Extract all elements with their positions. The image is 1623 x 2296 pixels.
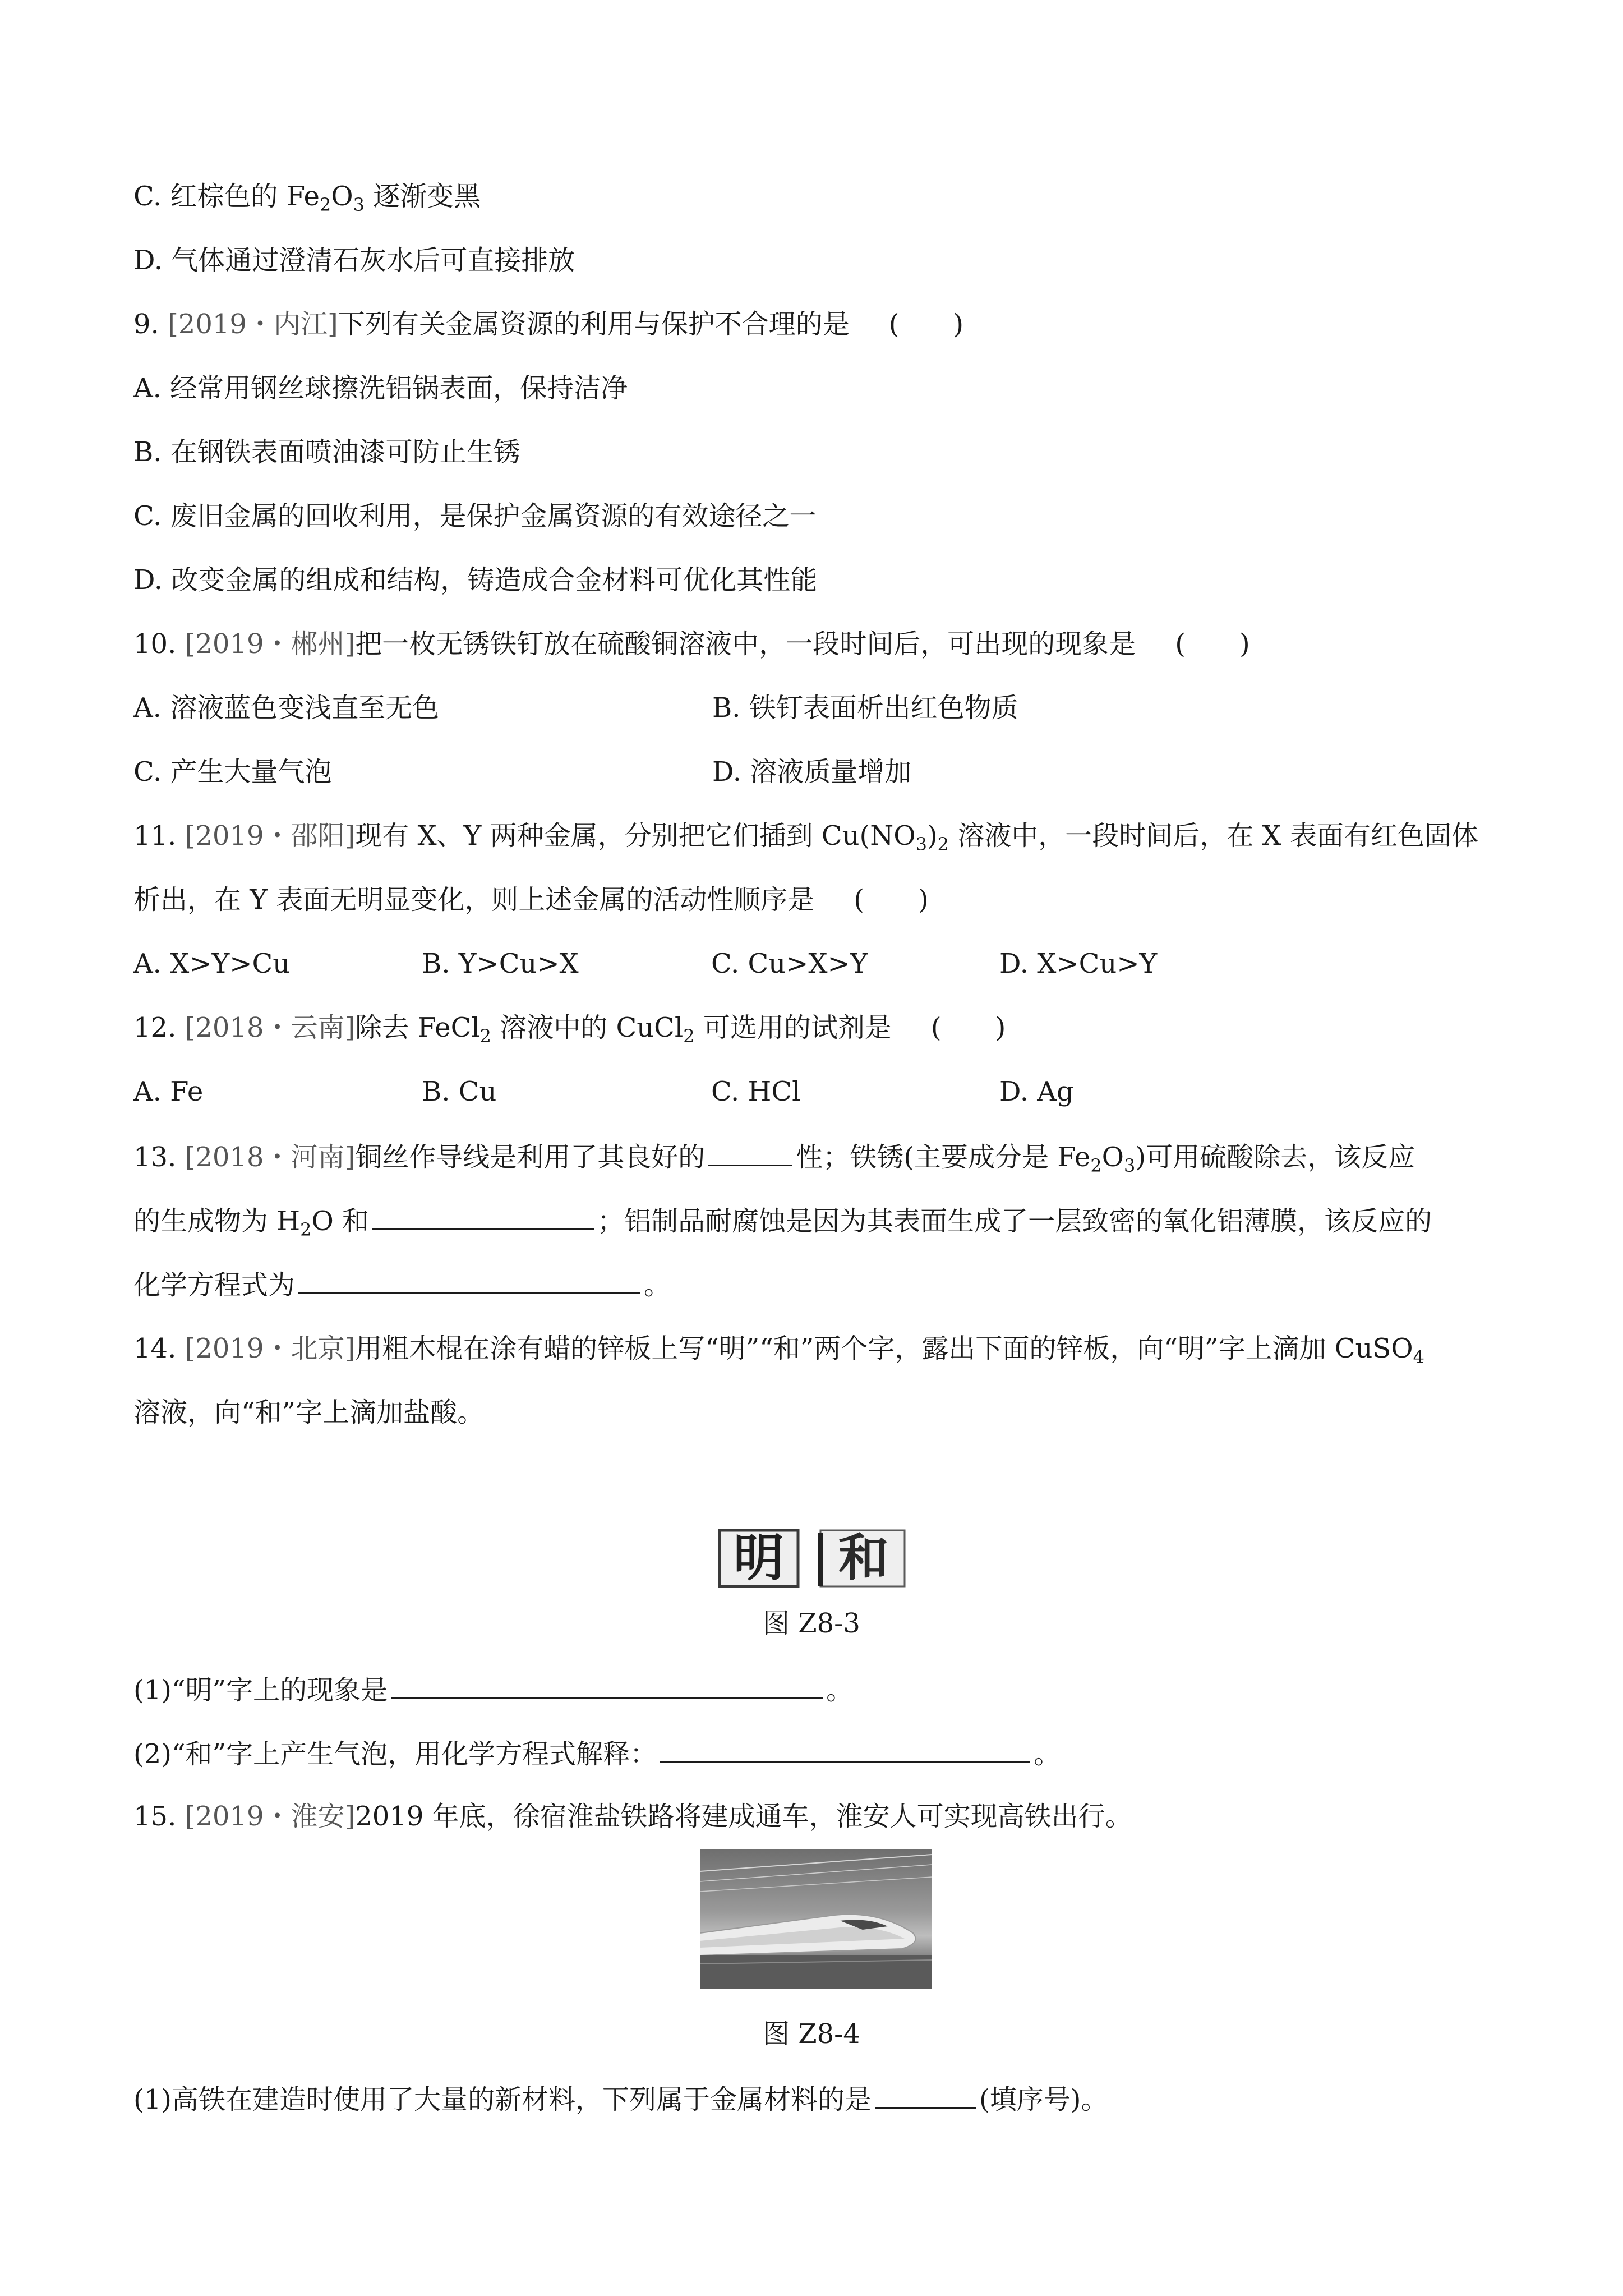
q13-blank-1[interactable] <box>708 1138 792 1166</box>
q12-answer-paren: ( ) <box>930 1012 1006 1043</box>
q12-option-c: C. HCl <box>711 1076 801 1107</box>
q12-option-d: D. Ag <box>999 1076 1074 1107</box>
q9-stem: 9. [2019・内江]下列有关金属资源的利用与保护不合理的是 ( ) <box>133 306 963 342</box>
q15-part1: (1)高铁在建造时使用了大量的新材料，下列属于金属材料的是 (填序号)。 <box>133 2080 1108 2116</box>
q12-option-b: B. Cu <box>422 1076 497 1107</box>
q13-blank-2[interactable] <box>372 1202 594 1230</box>
q14-part2: (2)“和”字上产生气泡，用化学方程式解释： 。 <box>133 1734 1061 1770</box>
q9-option-a: A. 经常用钢丝球擦洗铝锅表面，保持洁净 <box>133 372 628 404</box>
q13-blank-3[interactable] <box>298 1266 640 1294</box>
q15-source: [2019・淮安] <box>185 1801 356 1832</box>
q8-option-c: C. 红棕色的 $Fe_2O_3$ 逐渐变黑 <box>133 181 481 215</box>
q9-option-d: D. 改变金属的组成和结构，铸造成合金材料可优化其性能 <box>133 564 818 596</box>
q11-stem: 11. [2019・邵阳]现有 X、Y 两种金属，分别把它们插到 $Cu(NO_3)_2$ 溶液中，一段时间后，在 X 表面有红色固体 <box>133 820 1478 855</box>
q9-option-b: B. 在钢铁表面喷油漆可防止生锈 <box>133 436 520 468</box>
q15-stem: 15. [2019・淮安]2019 年底，徐宿淮盐铁路将建成通车，淮安人可实现高铁出行。 <box>133 1801 1132 1832</box>
he-character: 和 <box>838 1528 889 1588</box>
q10-option-a: A. 溶液蓝色变浅直至无色 <box>133 692 440 724</box>
q11-option-c: C. Cu>X>Y <box>711 948 868 979</box>
figure-z8-4-train-photo <box>700 1849 932 1989</box>
q11-source: [2019・邵阳] <box>185 820 356 852</box>
q14-blank-2[interactable] <box>660 1734 1030 1763</box>
q8-option-d: D. 气体通过澄清石灰水后可直接排放 <box>133 245 575 276</box>
q10-stem: 10. [2019・郴州]把一枚无锈铁钉放在硫酸铜溶液中，一段时间后，可出现的现象是 ( ) <box>133 626 1250 662</box>
q11-stem-line2: 析出，在 Y 表面无明显变化，则上述金属的活动性顺序是 ( ) <box>133 882 929 918</box>
q13-line3: 化学方程式为 。 <box>133 1266 671 1301</box>
q9-option-c: C. 废旧金属的回收利用，是保护金属资源的有效途径之一 <box>133 500 817 532</box>
q13-line1: 13. [2018・河南]铜丝作导线是利用了其良好的 性；铁锈(主要成分是 $Fe_2O_3$)可用硫酸除去，该反应 <box>133 1138 1415 1174</box>
figure-z8-3-caption: 图 Z8-3 <box>763 1608 860 1639</box>
q11-option-d: D. X>Cu>Y <box>999 948 1158 979</box>
q9-answer-paren: ( ) <box>888 309 964 340</box>
q14-line1: 14. [2019・北京]用粗木棍在涂有蜡的锌板上写“明”“和”两个字，露出下面的锌板，向“明”字上滴加 CuSO$_4$ <box>133 1333 1424 1368</box>
q12-option-a: A. Fe <box>133 1076 204 1107</box>
q12-stem: 12. [2018・云南]除去 FeCl$_2$ 溶液中的 CuCl$_2$ 可选用的试剂是 ( ) <box>133 1010 1006 1046</box>
q14-source: [2019・北京] <box>185 1333 356 1364</box>
q11-option-a: A. X>Y>Cu <box>133 948 291 979</box>
ming-character: 明 <box>734 1529 784 1588</box>
q9-source: [2019・内江] <box>168 309 338 340</box>
q14-part1: (1)“明”字上的现象是 。 <box>133 1671 853 1706</box>
q14-blank-1[interactable] <box>391 1671 823 1699</box>
q10-option-c: C. 产生大量气泡 <box>133 756 332 788</box>
q10-option-d: D. 溶液质量增加 <box>712 756 912 788</box>
q10-answer-paren: ( ) <box>1175 628 1250 660</box>
q12-source: [2018・云南] <box>185 1012 356 1043</box>
q11-option-b: B. Y>Cu>X <box>422 948 579 979</box>
q13-line2: 的生成物为 $H_2O$ 和 ；铝制品耐腐蚀是因为其表面生成了一层致密的氧化铝薄膜，该反应的 <box>133 1202 1432 1237</box>
figure-z8-3-zinc-plate <box>717 1520 907 1590</box>
q14-line2: 溶液，向“和”字上滴加盐酸。 <box>133 1397 485 1428</box>
q11-answer-paren: ( ) <box>854 884 929 915</box>
q10-source: [2019・郴州] <box>185 628 356 660</box>
q10-option-b: B. 铁钉表面析出红色物质 <box>712 692 1018 724</box>
q15-blank-1[interactable] <box>875 2080 976 2109</box>
figure-z8-4-caption: 图 Z8-4 <box>763 2018 860 2050</box>
q13-source: [2018・河南] <box>185 1142 356 1173</box>
